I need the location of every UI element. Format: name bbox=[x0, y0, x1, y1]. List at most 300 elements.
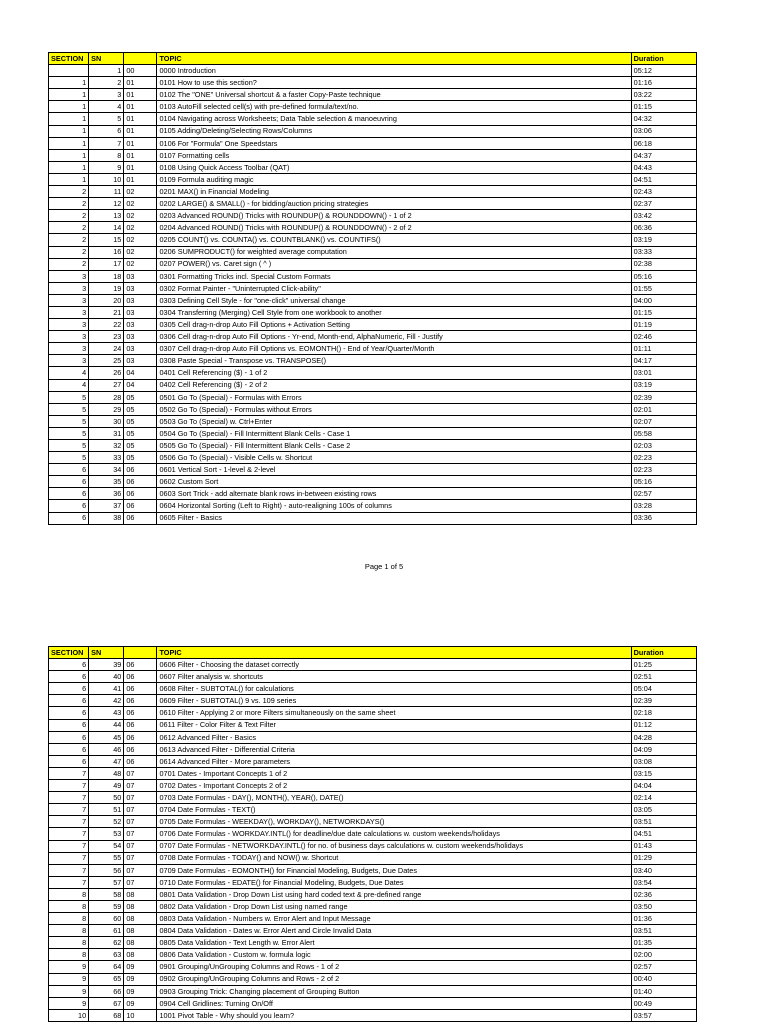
cell-sn: 19 bbox=[89, 282, 124, 294]
table-row bbox=[49, 331, 697, 343]
cell-section: 5 bbox=[49, 391, 89, 403]
cell-sn: 10 bbox=[89, 173, 124, 185]
table-row bbox=[49, 743, 697, 755]
table-row bbox=[49, 391, 697, 403]
cell-sn: 50 bbox=[89, 792, 124, 804]
cell-sn: 5 bbox=[89, 113, 124, 125]
cell-topic: 0106 For "Formula" One Speedstars bbox=[157, 137, 631, 149]
cell-section: 6 bbox=[49, 755, 89, 767]
cell-topic: 0104 Navigating across Worksheets; Data Table selection & manoeuvring bbox=[157, 113, 631, 125]
cell-group: 06 bbox=[124, 707, 157, 719]
cell-group: 06 bbox=[124, 659, 157, 671]
cell-topic: 0806 Data Validation - Custom w. formula logic bbox=[157, 949, 631, 961]
cell-section: 3 bbox=[49, 331, 89, 343]
cell-group: 07 bbox=[124, 792, 157, 804]
cell-sn: 38 bbox=[89, 512, 124, 524]
cell-section: 7 bbox=[49, 840, 89, 852]
cell-section: 5 bbox=[49, 440, 89, 452]
table-row bbox=[49, 997, 697, 1009]
cell-sn: 55 bbox=[89, 852, 124, 864]
table-row bbox=[49, 949, 697, 961]
cell-section: 6 bbox=[49, 707, 89, 719]
cell-sn: 16 bbox=[89, 246, 124, 258]
cell-duration: 01:15 bbox=[631, 101, 696, 113]
cell-section: 6 bbox=[49, 743, 89, 755]
cell-topic: 0609 Filter - SUBTOTAL() 9 vs. 109 series bbox=[157, 695, 631, 707]
cell-section: 2 bbox=[49, 186, 89, 198]
cell-topic: 0204 Advanced ROUND() Tricks with ROUNDUP() & ROUNDDOWN() - 2 of 2 bbox=[157, 222, 631, 234]
cell-duration: 02:43 bbox=[631, 186, 696, 198]
cell-section: 5 bbox=[49, 427, 89, 439]
table-row bbox=[49, 659, 697, 671]
cell-group: 06 bbox=[124, 488, 157, 500]
cell-group: 03 bbox=[124, 282, 157, 294]
cell-duration: 03:36 bbox=[631, 512, 696, 524]
cell-topic: 0802 Data Validation - Drop Down List using named range bbox=[157, 900, 631, 912]
cell-group: 01 bbox=[124, 89, 157, 101]
cell-topic: 0607 Filter analysis w. shortcuts bbox=[157, 671, 631, 683]
cell-section: 1 bbox=[49, 101, 89, 113]
cell-section: 7 bbox=[49, 792, 89, 804]
cell-duration: 03:15 bbox=[631, 767, 696, 779]
table-row bbox=[49, 270, 697, 282]
cell-duration: 04:04 bbox=[631, 780, 696, 792]
table-row bbox=[49, 925, 697, 937]
cell-section: 9 bbox=[49, 997, 89, 1009]
cell-topic: 0803 Data Validation - Numbers w. Error Alert and Input Message bbox=[157, 913, 631, 925]
cell-duration: 04:00 bbox=[631, 294, 696, 306]
table-row bbox=[49, 246, 697, 258]
cell-sn: 65 bbox=[89, 973, 124, 985]
cell-duration: 01:55 bbox=[631, 282, 696, 294]
table-row bbox=[49, 937, 697, 949]
cell-section: 5 bbox=[49, 415, 89, 427]
cell-section: 2 bbox=[49, 210, 89, 222]
cell-topic: 0612 Advanced Filter - Basics bbox=[157, 731, 631, 743]
cell-section: 9 bbox=[49, 961, 89, 973]
table-row bbox=[49, 234, 697, 246]
cell-sn: 2 bbox=[89, 77, 124, 89]
cell-topic: 0506 Go To (Special) - Visible Cells w. Shortcut bbox=[157, 452, 631, 464]
cell-sn: 58 bbox=[89, 888, 124, 900]
cell-section: 3 bbox=[49, 355, 89, 367]
cell-group: 01 bbox=[124, 173, 157, 185]
cell-sn: 6 bbox=[89, 125, 124, 137]
cell-duration: 02:36 bbox=[631, 888, 696, 900]
table-row bbox=[49, 355, 697, 367]
cell-section: 6 bbox=[49, 488, 89, 500]
cell-duration: 04:51 bbox=[631, 173, 696, 185]
cell-topic: 0603 Sort Trick - add alternate blank rows in-between existing rows bbox=[157, 488, 631, 500]
cell-section: 7 bbox=[49, 864, 89, 876]
cell-duration: 03:40 bbox=[631, 864, 696, 876]
cell-group: 07 bbox=[124, 864, 157, 876]
cell-topic: 0205 COUNT() vs. COUNTA() vs. COUNTBLANK() vs. COUNTIFS() bbox=[157, 234, 631, 246]
cell-group: 03 bbox=[124, 319, 157, 331]
table-row bbox=[49, 695, 697, 707]
table-row bbox=[49, 65, 697, 77]
cell-sn: 41 bbox=[89, 683, 124, 695]
cell-topic: 0201 MAX() in Financial Modeling bbox=[157, 186, 631, 198]
cell-section: 6 bbox=[49, 731, 89, 743]
table-row bbox=[49, 816, 697, 828]
cell-topic: 0902 Grouping/UnGrouping Columns and Rows - 2 of 2 bbox=[157, 973, 631, 985]
cell-section: 6 bbox=[49, 464, 89, 476]
cell-duration: 02:03 bbox=[631, 440, 696, 452]
cell-duration: 02:51 bbox=[631, 671, 696, 683]
cell-sn: 26 bbox=[89, 367, 124, 379]
cell-duration: 02:57 bbox=[631, 488, 696, 500]
cell-group: 06 bbox=[124, 512, 157, 524]
cell-group: 01 bbox=[124, 137, 157, 149]
cell-sn: 40 bbox=[89, 671, 124, 683]
cell-sn: 28 bbox=[89, 391, 124, 403]
cell-sn: 14 bbox=[89, 222, 124, 234]
cell-group: 07 bbox=[124, 852, 157, 864]
cell-topic: 0708 Date Formulas - TODAY() and NOW() w. Shortcut bbox=[157, 852, 631, 864]
cell-sn: 66 bbox=[89, 985, 124, 997]
table-row bbox=[49, 89, 697, 101]
cell-duration: 04:32 bbox=[631, 113, 696, 125]
cell-topic: 0401 Cell Referencing ($) - 1 of 2 bbox=[157, 367, 631, 379]
cell-duration: 05:12 bbox=[631, 65, 696, 77]
table-row bbox=[49, 464, 697, 476]
table-row bbox=[49, 125, 697, 137]
cell-sn: 51 bbox=[89, 804, 124, 816]
header-group bbox=[124, 53, 157, 65]
cell-section: 1 bbox=[49, 149, 89, 161]
cell-group: 01 bbox=[124, 77, 157, 89]
cell-topic: 0505 Go To (Special) - Fill Intermittent Blank Cells - Case 2 bbox=[157, 440, 631, 452]
cell-sn: 27 bbox=[89, 379, 124, 391]
cell-group: 03 bbox=[124, 270, 157, 282]
table-row bbox=[49, 186, 697, 198]
cell-duration: 02:23 bbox=[631, 464, 696, 476]
cell-duration: 03:33 bbox=[631, 246, 696, 258]
cell-duration: 02:37 bbox=[631, 198, 696, 210]
cell-duration: 01:43 bbox=[631, 840, 696, 852]
table-row bbox=[49, 294, 697, 306]
cell-sn: 45 bbox=[89, 731, 124, 743]
cell-sn: 4 bbox=[89, 101, 124, 113]
cell-group: 02 bbox=[124, 198, 157, 210]
cell-sn: 59 bbox=[89, 900, 124, 912]
table-row bbox=[49, 512, 697, 524]
cell-topic: 0302 Format Painter - "Uninterrupted Click-ability" bbox=[157, 282, 631, 294]
cell-topic: 0613 Advanced Filter - Differential Criteria bbox=[157, 743, 631, 755]
cell-topic: 0707 Date Formulas - NETWORKDAY.INTL() for no. of business days calculations w. custom weekends/holidays bbox=[157, 840, 631, 852]
cell-group: 09 bbox=[124, 985, 157, 997]
cell-sn: 61 bbox=[89, 925, 124, 937]
header-section: SECTION bbox=[49, 53, 89, 65]
cell-group: 07 bbox=[124, 876, 157, 888]
cell-sn: 37 bbox=[89, 500, 124, 512]
cell-duration: 02:46 bbox=[631, 331, 696, 343]
cell-topic: 0308 Paste Special - Transpose vs. TRANSPOSE() bbox=[157, 355, 631, 367]
cell-topic: 0503 Go To (Special) w. Ctrl+Enter bbox=[157, 415, 631, 427]
header-duration: Duration bbox=[631, 53, 696, 65]
cell-group: 08 bbox=[124, 949, 157, 961]
cell-section: 1 bbox=[49, 113, 89, 125]
table-row bbox=[49, 440, 697, 452]
cell-section: 8 bbox=[49, 888, 89, 900]
table-row bbox=[49, 222, 697, 234]
cell-topic: 0606 Filter - Choosing the dataset correctly bbox=[157, 659, 631, 671]
cell-duration: 02:23 bbox=[631, 452, 696, 464]
cell-duration: 04:28 bbox=[631, 731, 696, 743]
cell-section: 1 bbox=[49, 137, 89, 149]
cell-topic: 0105 Adding/Deleting/Selecting Rows/Columns bbox=[157, 125, 631, 137]
cell-topic: 0702 Dates - Important Concepts 2 of 2 bbox=[157, 780, 631, 792]
table-row bbox=[49, 828, 697, 840]
cell-section: 3 bbox=[49, 294, 89, 306]
cell-topic: 0203 Advanced ROUND() Tricks with ROUNDUP() & ROUNDDOWN() - 1 of 2 bbox=[157, 210, 631, 222]
cell-duration: 02:38 bbox=[631, 258, 696, 270]
cell-section: 3 bbox=[49, 270, 89, 282]
cell-section: 1 bbox=[49, 125, 89, 137]
cell-sn: 56 bbox=[89, 864, 124, 876]
cell-section: 3 bbox=[49, 343, 89, 355]
cell-duration: 02:18 bbox=[631, 707, 696, 719]
table-row bbox=[49, 415, 697, 427]
cell-sn: 47 bbox=[89, 755, 124, 767]
cell-section: 8 bbox=[49, 925, 89, 937]
cell-group: 06 bbox=[124, 464, 157, 476]
cell-section: 3 bbox=[49, 282, 89, 294]
cell-topic: 0605 Filter - Basics bbox=[157, 512, 631, 524]
cell-topic: 0602 Custom Sort bbox=[157, 476, 631, 488]
cell-section: 8 bbox=[49, 937, 89, 949]
topic-table-2-wrapper bbox=[48, 646, 697, 1022]
cell-sn: 62 bbox=[89, 937, 124, 949]
cell-sn: 64 bbox=[89, 961, 124, 973]
cell-group: 10 bbox=[124, 1009, 157, 1021]
table-row bbox=[49, 731, 697, 743]
cell-duration: 01:19 bbox=[631, 319, 696, 331]
cell-duration: 01:29 bbox=[631, 852, 696, 864]
cell-group: 07 bbox=[124, 780, 157, 792]
cell-duration: 05:16 bbox=[631, 270, 696, 282]
cell-duration: 01:12 bbox=[631, 719, 696, 731]
cell-sn: 53 bbox=[89, 828, 124, 840]
cell-duration: 01:35 bbox=[631, 937, 696, 949]
cell-duration: 01:36 bbox=[631, 913, 696, 925]
cell-duration: 03:54 bbox=[631, 876, 696, 888]
table-row bbox=[49, 792, 697, 804]
cell-topic: 0801 Data Validation - Drop Down List using hard coded text & pre-defined range bbox=[157, 888, 631, 900]
cell-duration: 06:18 bbox=[631, 137, 696, 149]
cell-group: 08 bbox=[124, 913, 157, 925]
cell-duration: 03:51 bbox=[631, 925, 696, 937]
cell-group: 02 bbox=[124, 210, 157, 222]
cell-topic: 0101 How to use this section? bbox=[157, 77, 631, 89]
cell-group: 06 bbox=[124, 476, 157, 488]
table-row bbox=[49, 913, 697, 925]
cell-topic: 0504 Go To (Special) - Fill Intermittent Blank Cells - Case 1 bbox=[157, 427, 631, 439]
cell-group: 09 bbox=[124, 973, 157, 985]
table-row bbox=[49, 77, 697, 89]
cell-sn: 8 bbox=[89, 149, 124, 161]
cell-topic: 0701 Dates - Important Concepts 1 of 2 bbox=[157, 767, 631, 779]
cell-sn: 30 bbox=[89, 415, 124, 427]
cell-group: 06 bbox=[124, 500, 157, 512]
page-number: Page 1 of 5 bbox=[364, 562, 404, 571]
cell-group: 02 bbox=[124, 246, 157, 258]
cell-duration: 03:57 bbox=[631, 1009, 696, 1021]
cell-topic: 0904 Cell Gridlines: Turning On/Off bbox=[157, 997, 631, 1009]
table-row bbox=[49, 282, 697, 294]
table-row bbox=[49, 767, 697, 779]
cell-duration: 03:42 bbox=[631, 210, 696, 222]
cell-section: 7 bbox=[49, 828, 89, 840]
header-section: SECTION bbox=[49, 647, 89, 659]
cell-duration: 02:14 bbox=[631, 792, 696, 804]
cell-topic: 0109 Formula auditing magic bbox=[157, 173, 631, 185]
cell-duration: 04:43 bbox=[631, 161, 696, 173]
table-row bbox=[49, 888, 697, 900]
cell-group: 09 bbox=[124, 997, 157, 1009]
cell-group: 03 bbox=[124, 306, 157, 318]
cell-group: 06 bbox=[124, 671, 157, 683]
header-duration: Duration bbox=[631, 647, 696, 659]
cell-topic: 0604 Horizontal Sorting (Left to Right) - auto-realigning 100s of columns bbox=[157, 500, 631, 512]
header-sn: SN bbox=[89, 647, 124, 659]
table-row bbox=[49, 198, 697, 210]
cell-sn: 29 bbox=[89, 403, 124, 415]
cell-sn: 52 bbox=[89, 816, 124, 828]
cell-topic: 0000 Introduction bbox=[157, 65, 631, 77]
cell-section bbox=[49, 65, 89, 77]
cell-duration: 03:05 bbox=[631, 804, 696, 816]
table-header-row bbox=[49, 53, 697, 65]
cell-section: 1 bbox=[49, 161, 89, 173]
cell-group: 05 bbox=[124, 415, 157, 427]
table-row bbox=[49, 137, 697, 149]
table-row bbox=[49, 101, 697, 113]
table-row bbox=[49, 476, 697, 488]
cell-sn: 43 bbox=[89, 707, 124, 719]
table-row bbox=[49, 707, 697, 719]
cell-sn: 21 bbox=[89, 306, 124, 318]
cell-sn: 68 bbox=[89, 1009, 124, 1021]
cell-topic: 0805 Data Validation - Text Length w. Error Alert bbox=[157, 937, 631, 949]
cell-sn: 54 bbox=[89, 840, 124, 852]
cell-section: 1 bbox=[49, 89, 89, 101]
cell-section: 9 bbox=[49, 985, 89, 997]
cell-duration: 05:16 bbox=[631, 476, 696, 488]
table-header-row bbox=[49, 647, 697, 659]
table-row bbox=[49, 173, 697, 185]
header-topic: TOPIC bbox=[157, 53, 631, 65]
cell-section: 4 bbox=[49, 379, 89, 391]
cell-topic: 0608 Filter - SUBTOTAL() for calculations bbox=[157, 683, 631, 695]
cell-sn: 49 bbox=[89, 780, 124, 792]
table-row bbox=[49, 671, 697, 683]
cell-group: 06 bbox=[124, 731, 157, 743]
cell-group: 01 bbox=[124, 149, 157, 161]
cell-group: 08 bbox=[124, 937, 157, 949]
table-row bbox=[49, 683, 697, 695]
cell-topic: 0301 Formatting Tricks incl. Special Custom Formats bbox=[157, 270, 631, 282]
cell-section: 6 bbox=[49, 500, 89, 512]
cell-section: 6 bbox=[49, 659, 89, 671]
cell-sn: 32 bbox=[89, 440, 124, 452]
cell-sn: 24 bbox=[89, 343, 124, 355]
table-row bbox=[49, 113, 697, 125]
cell-section: 6 bbox=[49, 671, 89, 683]
cell-group: 06 bbox=[124, 695, 157, 707]
cell-group: 08 bbox=[124, 888, 157, 900]
cell-topic: 0903 Grouping Trick: Changing placement of Grouping Button bbox=[157, 985, 631, 997]
cell-sn: 48 bbox=[89, 767, 124, 779]
cell-group: 01 bbox=[124, 161, 157, 173]
cell-section: 10 bbox=[49, 1009, 89, 1021]
cell-section: 3 bbox=[49, 319, 89, 331]
cell-group: 07 bbox=[124, 816, 157, 828]
cell-duration: 00:40 bbox=[631, 973, 696, 985]
cell-sn: 31 bbox=[89, 427, 124, 439]
header-sn: SN bbox=[89, 53, 124, 65]
cell-sn: 11 bbox=[89, 186, 124, 198]
cell-section: 6 bbox=[49, 476, 89, 488]
cell-section: 5 bbox=[49, 403, 89, 415]
cell-sn: 42 bbox=[89, 695, 124, 707]
cell-section: 7 bbox=[49, 852, 89, 864]
cell-topic: 0303 Defining Cell Style - for "one-click" universal change bbox=[157, 294, 631, 306]
cell-group: 01 bbox=[124, 125, 157, 137]
cell-sn: 35 bbox=[89, 476, 124, 488]
cell-group: 07 bbox=[124, 804, 157, 816]
cell-duration: 03:22 bbox=[631, 89, 696, 101]
cell-topic: 0709 Date Formulas - EOMONTH() for Financial Modeling, Budgets, Due Dates bbox=[157, 864, 631, 876]
table-row bbox=[49, 876, 697, 888]
cell-duration: 02:39 bbox=[631, 695, 696, 707]
cell-sn: 46 bbox=[89, 743, 124, 755]
cell-topic: 0804 Data Validation - Dates w. Error Alert and Circle Invalid Data bbox=[157, 925, 631, 937]
cell-topic: 0610 Filter - Applying 2 or more Filters simultaneously on the same sheet bbox=[157, 707, 631, 719]
cell-group: 06 bbox=[124, 719, 157, 731]
header-group bbox=[124, 647, 157, 659]
cell-section: 6 bbox=[49, 512, 89, 524]
cell-section: 2 bbox=[49, 198, 89, 210]
cell-section: 8 bbox=[49, 913, 89, 925]
table-row bbox=[49, 973, 697, 985]
cell-sn: 67 bbox=[89, 997, 124, 1009]
cell-section: 8 bbox=[49, 900, 89, 912]
cell-duration: 04:17 bbox=[631, 355, 696, 367]
cell-group: 04 bbox=[124, 367, 157, 379]
cell-group: 07 bbox=[124, 840, 157, 852]
cell-sn: 34 bbox=[89, 464, 124, 476]
cell-section: 7 bbox=[49, 780, 89, 792]
cell-section: 1 bbox=[49, 77, 89, 89]
cell-section: 7 bbox=[49, 767, 89, 779]
cell-group: 05 bbox=[124, 391, 157, 403]
cell-sn: 60 bbox=[89, 913, 124, 925]
cell-topic: 0305 Cell drag-n-drop Auto Fill Options + Activation Setting bbox=[157, 319, 631, 331]
topic-table-2 bbox=[48, 646, 697, 1022]
table-row bbox=[49, 343, 697, 355]
cell-group: 01 bbox=[124, 101, 157, 113]
topic-table-1-wrapper bbox=[48, 52, 697, 525]
cell-section: 2 bbox=[49, 234, 89, 246]
cell-section: 4 bbox=[49, 367, 89, 379]
cell-sn: 7 bbox=[89, 137, 124, 149]
table-row bbox=[49, 403, 697, 415]
cell-section: 7 bbox=[49, 816, 89, 828]
cell-duration: 02:39 bbox=[631, 391, 696, 403]
cell-section: 6 bbox=[49, 695, 89, 707]
